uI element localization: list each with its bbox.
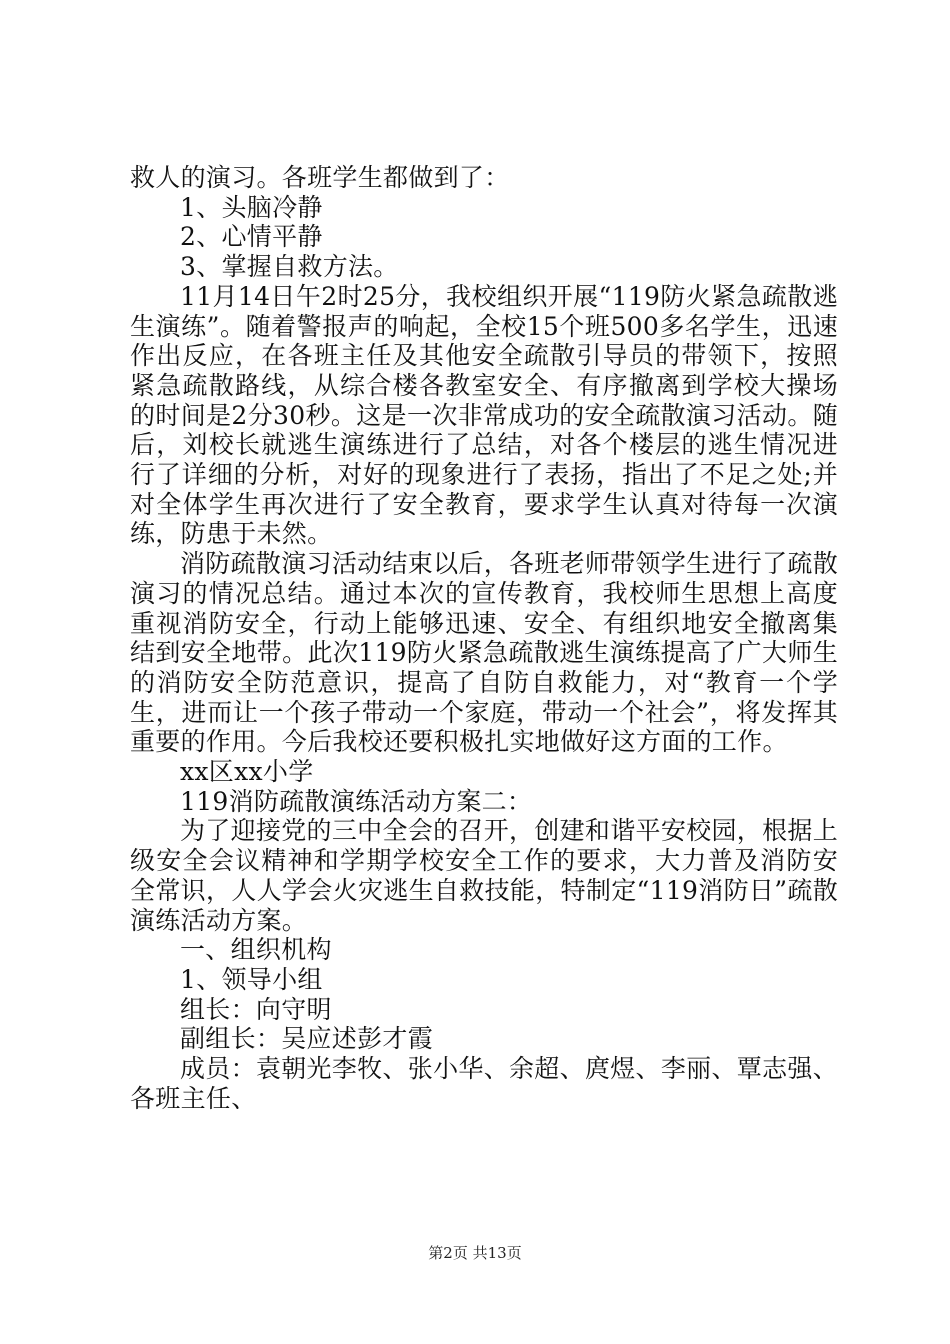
list-item: 1、头脑冷静 (180, 192, 323, 222)
signature-line: xx区xx小学 (180, 757, 314, 787)
paragraph: 救人的演习。各班学生都做到了： (130, 163, 510, 192)
section-heading: 一、组织机构 (180, 935, 332, 965)
paragraph: 11月14日午2时25分，我校组织开展“119防火紧急疏散逃生演练”。随着警报声的响起，全校15个班500多名学生，迅速作出反应，在各班主任及其他安全疏散引导员的带领下，按照紧急疏散路线，从综合楼各教室安全、有序撤离到学校大操场的时间是2分30秒。这是一次非常成功的安全疏散演习活动。随后，刘校长就逃生演练进行了总结，对各个楼层的逃生情况进行了详细的分析，对好的现象进行了表扬，指出了不足之处;并对全体学生再次进行了安全教育，要求学生认真对待每一次演练，防患于未然。 (130, 281, 838, 549)
document-body (130, 163, 838, 1114)
section-heading: 119消防疏散演练活动方案二： (180, 786, 533, 816)
subsection-heading: 1、领导小组 (180, 964, 323, 994)
list-item: 2、心情平静 (180, 222, 323, 252)
list-item: 3、掌握自救方法。 (180, 252, 399, 282)
paragraph: 为了迎接党的三中全会的召开，创建和谐平安校园，根据上级安全会议精神和学期学校安全工作的要求，大力普及消防安全常识，人人学会火灾逃生自救技能，特制定“119消防日”疏散演练活动方案。 (130, 816, 838, 935)
paragraph: 成员：袁朝光李牧、张小华、余超、庹煜、李丽、覃志强、各班主任、 (130, 1054, 838, 1113)
page-footer: 第2页 共13页 (428, 1244, 522, 1262)
paragraph: 消防疏散演习活动结束以后，各班老师带领学生进行了疏散演习的情况总结。通过本次的宣传教育，我校师生思想上高度重视消防安全，行动上能够迅速、安全、有组织地安全撤离集结到安全地带。此次119防火紧急疏散逃生演练提高了广大师生的消防安全防范意识，提高了自防自救能力，对“教育一个学生，进而让一个孩子带动一个家庭，带动一个社会”，将发挥其重要的作用。今后我校还要积极扎实地做好这方面的工作。 (130, 549, 838, 757)
paragraph: 组长：向守明 (180, 994, 332, 1024)
paragraph: 副组长：吴应述彭才霞 (180, 1024, 434, 1054)
